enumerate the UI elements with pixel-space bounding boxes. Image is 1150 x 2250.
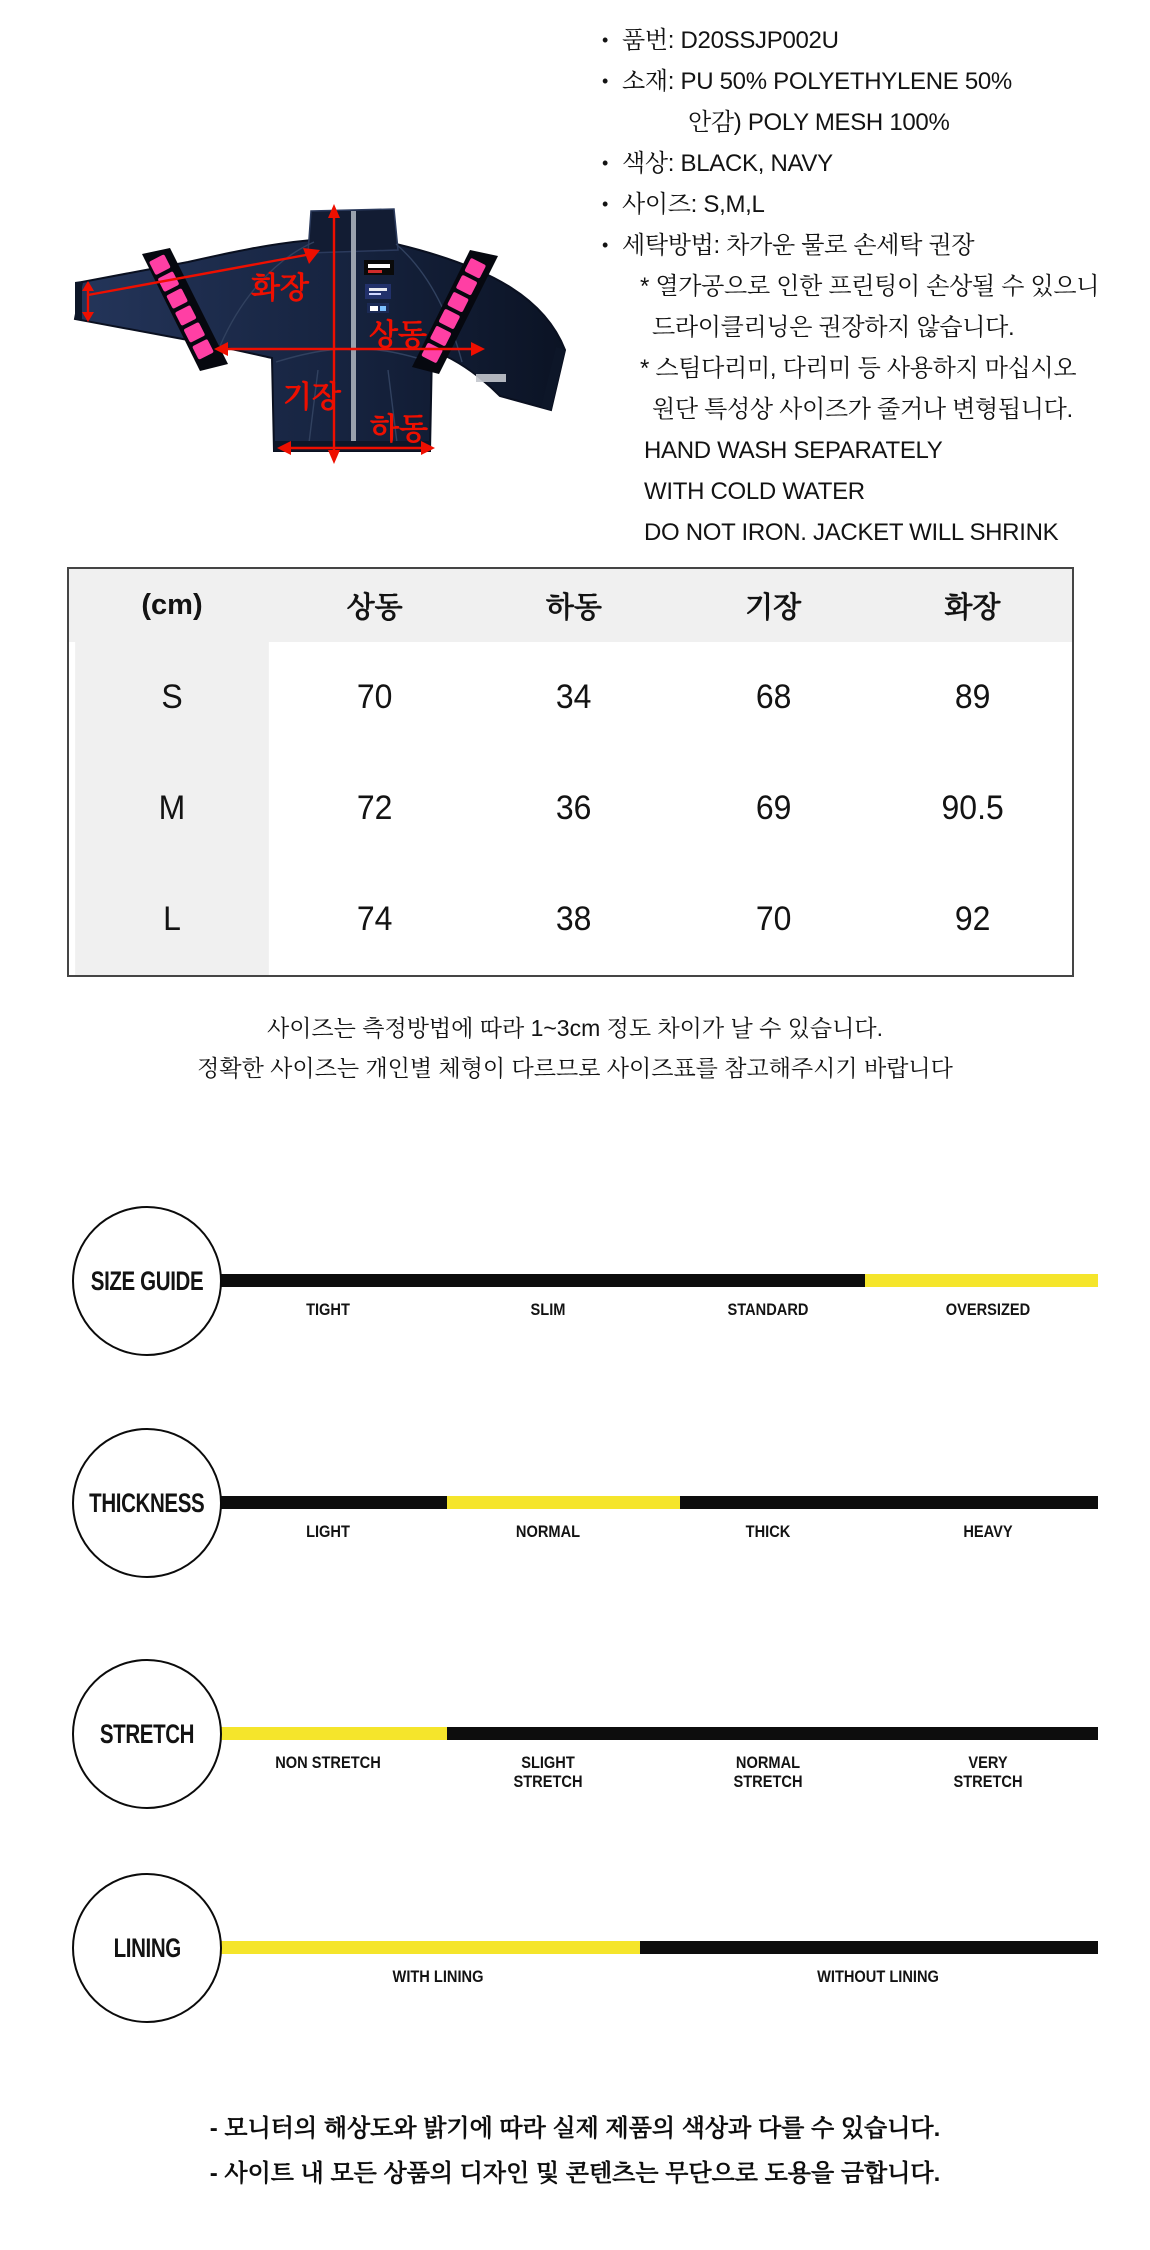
size-note-line: 정확한 사이즈는 개인별 체형이 다르므로 사이즈표를 참고해주시기 바랍니다 — [197, 1055, 953, 1081]
guide-label: NON STRETCH — [275, 1753, 381, 1772]
size-table-col-length: 기장 — [674, 569, 873, 642]
guide-bar-segment-black — [447, 1727, 1098, 1740]
label-hem-width: 하동 — [370, 413, 428, 446]
info-line-material: • 소재: PU 50% POLYETHYLENE 50% — [600, 61, 1148, 102]
size-table — [67, 567, 1074, 977]
footer-notes — [0, 2106, 1150, 2196]
guide-bar-segment-black — [680, 1496, 1098, 1509]
jacket-left-cuff — [75, 281, 82, 320]
guide-title: THICKNESS — [89, 1487, 205, 1518]
table-cell: 72 — [356, 789, 393, 827]
guide-bar-segment-yellow — [447, 1496, 680, 1509]
size-measure-notes — [0, 1008, 1150, 1088]
label-chest-width: 상동 — [369, 319, 427, 352]
guide-row-size-guide — [72, 1206, 1098, 1356]
size-table-col-hem: 하동 — [474, 569, 673, 642]
thickness-labels — [218, 1522, 1098, 1541]
size-guide-labels — [218, 1300, 1098, 1319]
guide-row-thickness — [72, 1428, 1098, 1578]
size-guide-circle — [72, 1206, 222, 1356]
lining-bar — [218, 1941, 1098, 1954]
guide-bar-segment-black — [218, 1274, 865, 1287]
footer-note-line: - 사이트 내 모든 상품의 디자인 및 콘텐츠는 무단으로 도용을 금합니다. — [209, 2160, 941, 2187]
label-sleeve-length: 화장 — [251, 272, 309, 305]
guide-title: LINING — [113, 1932, 181, 1963]
size-row-label: M — [75, 753, 269, 864]
product-info-list — [600, 20, 1148, 553]
table-cell: 89 — [954, 678, 991, 716]
guide-label: STANDARD — [727, 1300, 809, 1319]
guide-title: SIZE GUIDE — [90, 1265, 204, 1296]
stretch-circle — [72, 1659, 222, 1809]
guide-bar-segment-yellow — [865, 1274, 1098, 1287]
table-cell: 38 — [556, 900, 592, 938]
guide-label: TIGHT — [306, 1300, 350, 1319]
size-guide-bar — [218, 1274, 1098, 1287]
size-table-col-sleeve: 화장 — [873, 569, 1072, 642]
table-cell: 74 — [356, 900, 393, 938]
info-line-color: • 색상: BLACK, NAVY — [600, 143, 1148, 184]
size-row-label: L — [75, 864, 269, 975]
cuff-tag — [476, 374, 506, 382]
stretch-bar — [218, 1727, 1098, 1740]
table-cell: 69 — [755, 789, 791, 827]
info-line-cold-water: WITH COLD WATER — [644, 478, 865, 505]
guide-label: SLIM — [530, 1300, 566, 1319]
info-line-hand-wash: HAND WASH SEPARATELY — [644, 437, 943, 464]
info-line-warning-3: * 스팀다리미, 다리미 등 사용하지 마십시오 — [640, 355, 1077, 382]
thickness-bar — [218, 1496, 1098, 1509]
guide-label: HEAVY — [963, 1522, 1013, 1541]
size-row-label: S — [75, 642, 269, 753]
size-note-line: 사이즈는 측정방법에 따라 1~3cm 정도 차이가 날 수 있습니다. — [267, 1015, 883, 1041]
lining-circle — [72, 1873, 222, 2023]
guide-label: NORMAL STRETCH — [733, 1753, 803, 1791]
guide-label: NORMAL — [515, 1522, 581, 1541]
jacket-illustration — [68, 198, 570, 470]
guide-title: STRETCH — [99, 1718, 195, 1749]
guide-row-stretch — [72, 1659, 1098, 1809]
table-cell: 36 — [556, 789, 592, 827]
thickness-circle — [72, 1428, 222, 1578]
info-line-lining-material: 안감) POLY MESH 100% — [688, 109, 950, 136]
guide-label: LIGHT — [306, 1522, 350, 1541]
info-line-warning-1: * 열가공으로 인한 프린팅이 손상될 수 있으니 — [640, 273, 1100, 300]
size-table-col-chest: 상동 — [275, 569, 474, 642]
guide-label: WITHOUT LINING — [817, 1967, 939, 1986]
table-cell: 90.5 — [941, 789, 1004, 827]
info-line-item-number: • 품번: D20SSJP002U — [600, 20, 1148, 61]
info-line-washing: • 세탁방법: 차가운 물로 손세탁 권장 — [600, 225, 1148, 266]
table-cell: 92 — [954, 900, 991, 938]
jacket-body — [75, 239, 565, 451]
guide-label: SLIGHT STRETCH — [513, 1753, 583, 1791]
label-total-length: 기장 — [283, 381, 341, 414]
info-line-warning-4: 원단 특성상 사이즈가 줄거나 변형됩니다. — [652, 396, 1073, 423]
guide-bar-segment-yellow — [218, 1727, 447, 1740]
info-line-do-not-iron: DO NOT IRON. JACKET WILL SHRINK — [644, 519, 1059, 546]
guide-label: WITH LINING — [392, 1967, 484, 1986]
table-cell: 70 — [755, 900, 791, 938]
jacket-measurement-figure — [68, 198, 570, 470]
info-line-size: • 사이즈: S,M,L — [600, 184, 1148, 225]
table-cell: 34 — [556, 678, 592, 716]
guide-bar-segment-yellow — [218, 1941, 640, 1954]
jacket-zipper — [351, 211, 356, 451]
footer-note-line: - 모니터의 해상도와 밝기에 따라 실제 제품의 색상과 다를 수 있습니다. — [209, 2115, 941, 2142]
guide-bar-segment-black — [640, 1941, 1098, 1954]
table-cell: 68 — [755, 678, 791, 716]
lining-labels — [218, 1967, 1098, 1986]
guide-bar-segment-black — [218, 1496, 447, 1509]
size-table-unit-header: (cm) — [69, 569, 275, 642]
table-cell: 70 — [356, 678, 393, 716]
guide-label: THICK — [745, 1522, 791, 1541]
guide-label: OVERSIZED — [945, 1300, 1031, 1319]
guide-label: VERY STRETCH — [953, 1753, 1023, 1791]
guide-row-lining — [72, 1873, 1098, 2023]
stretch-labels — [218, 1753, 1098, 1791]
info-line-warning-2: 드라이클리닝은 권장하지 않습니다. — [652, 314, 1015, 341]
